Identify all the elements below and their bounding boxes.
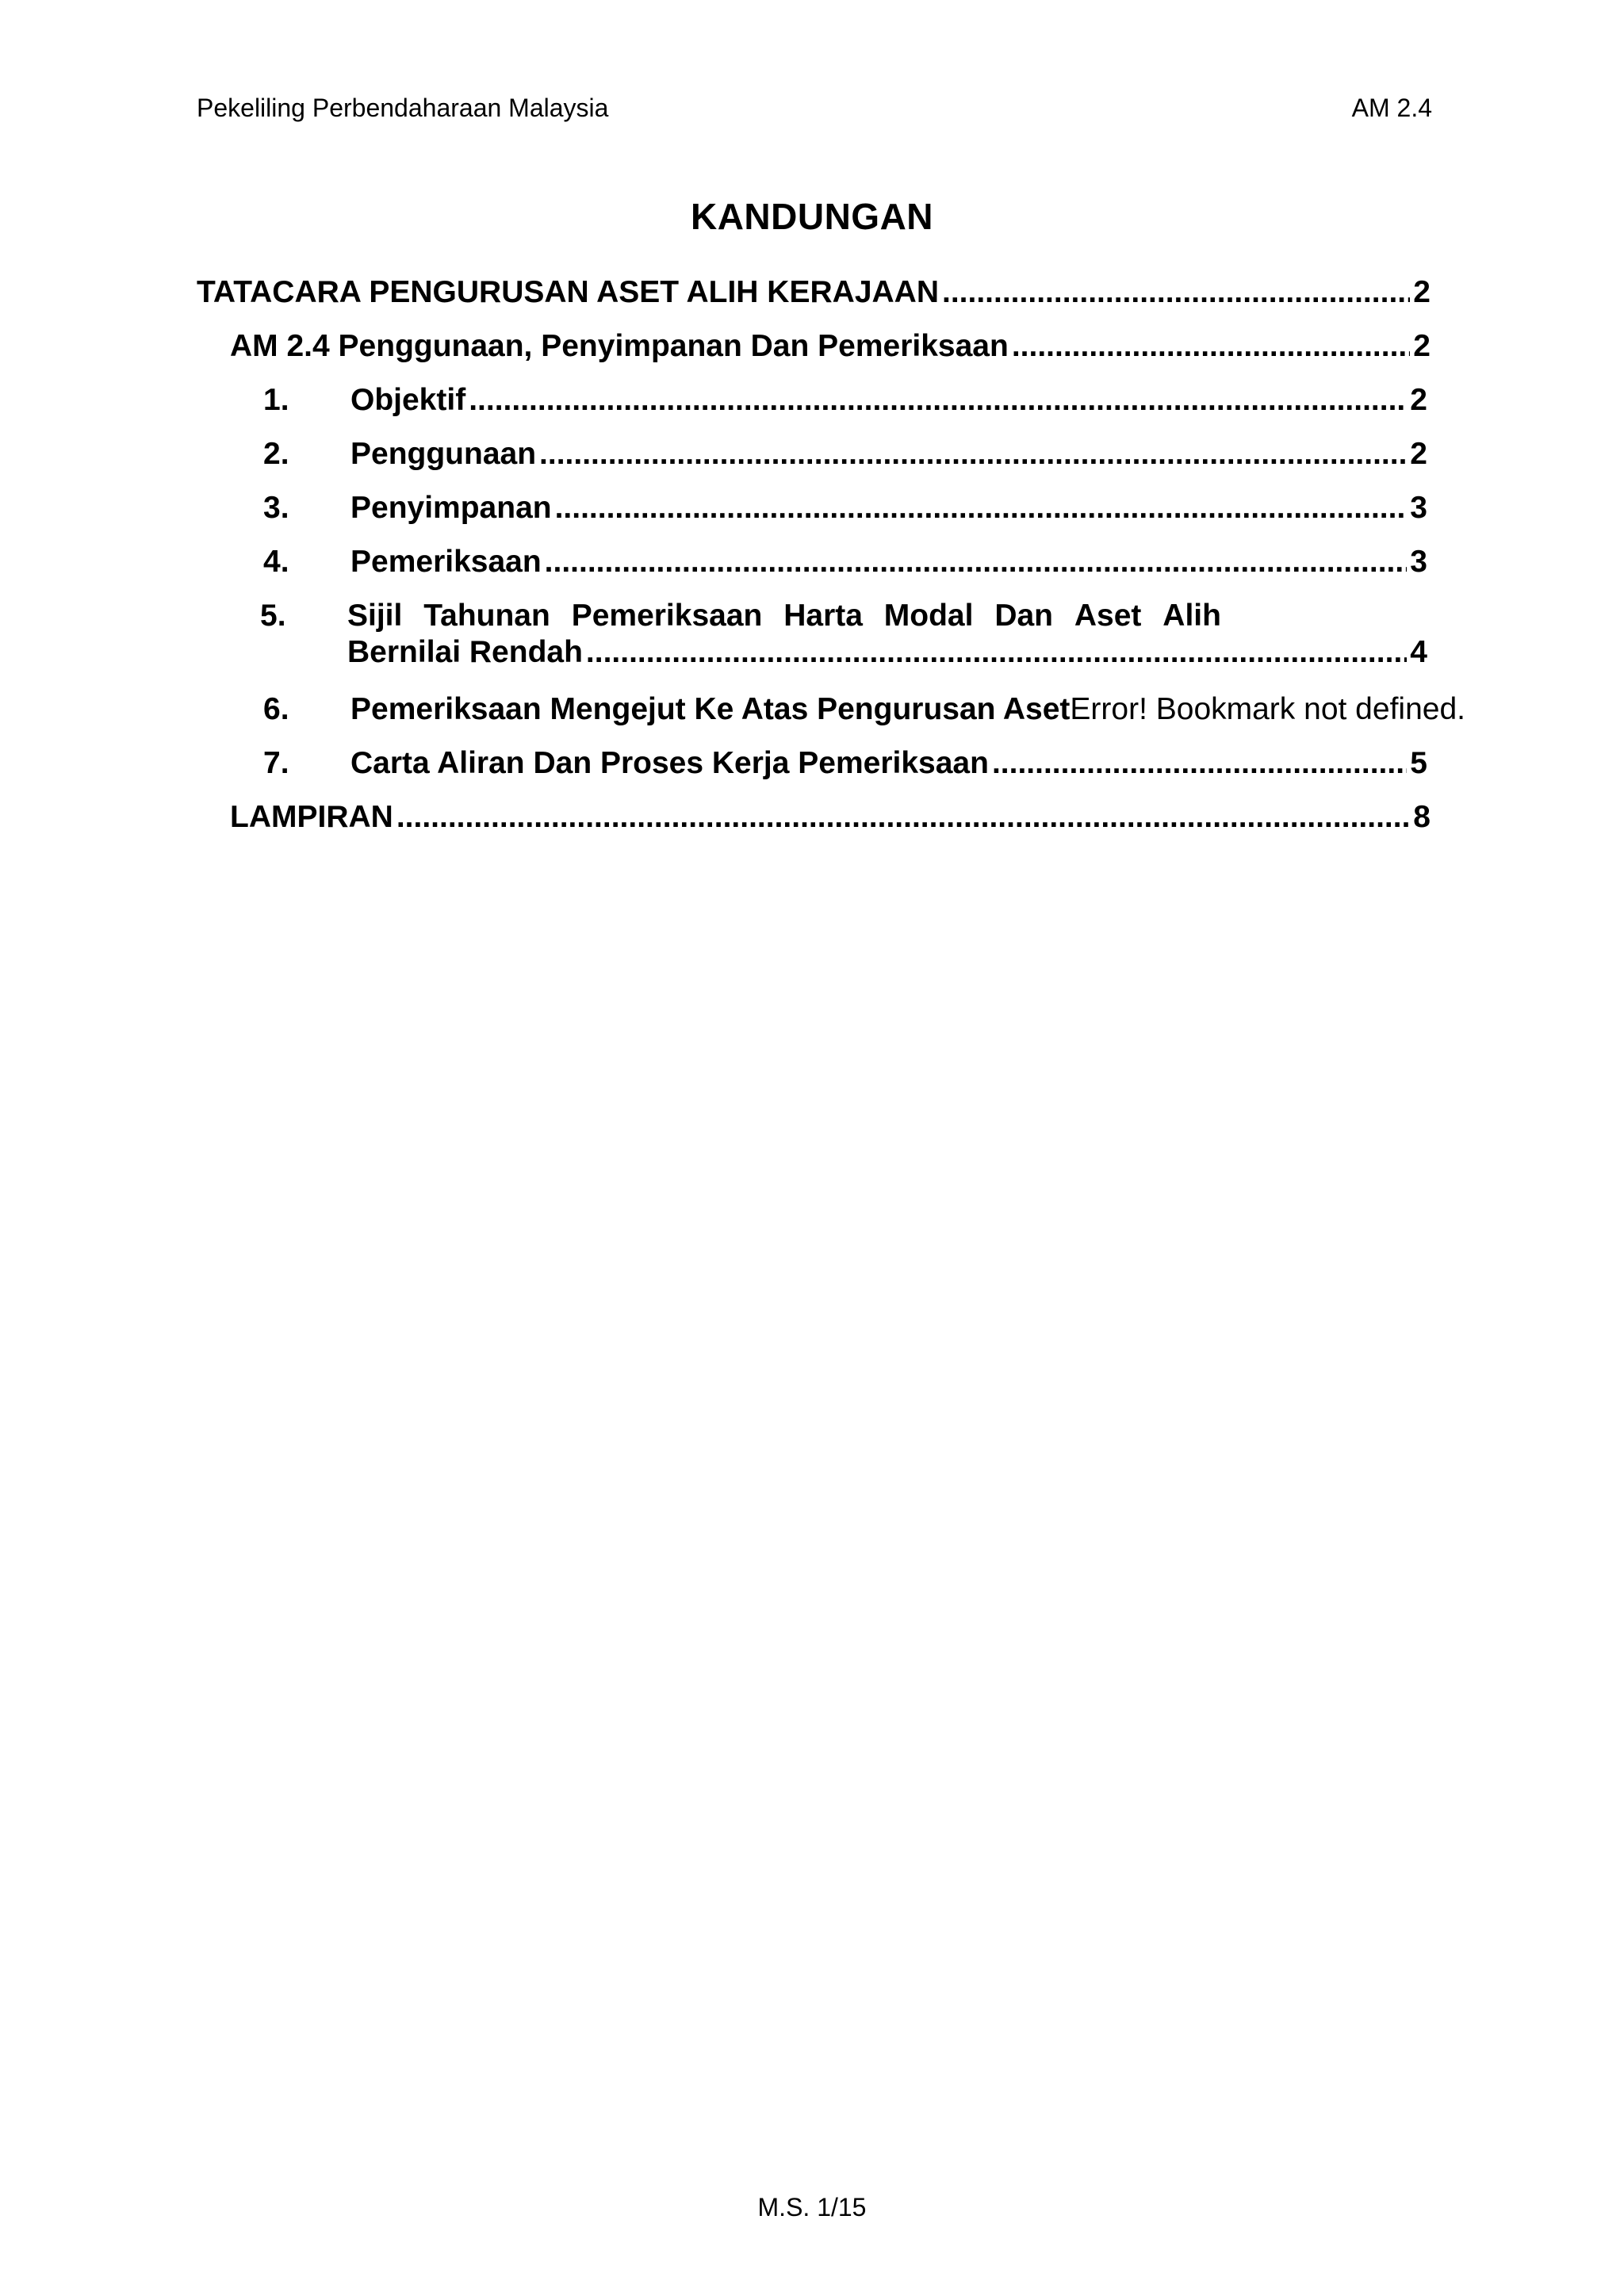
toc-leader-dots — [545, 544, 1408, 580]
toc-entry-page: 2 — [1413, 275, 1431, 309]
toc-leader-dots — [555, 490, 1408, 526]
toc-entry-page: 3 — [1410, 491, 1427, 525]
toc-word: Sijil — [347, 599, 403, 633]
toc-bookmark-error: Error! Bookmark not defined. — [1070, 692, 1465, 726]
toc-entry-label: Carta Aliran Dan Proses Kerja Pemeriksaan — [350, 746, 989, 780]
toc-entry-page: 4 — [1410, 635, 1427, 669]
toc-entry-label: TATACARA PENGURUSAN ASET ALIH KERAJAAN — [197, 275, 939, 309]
toc-entry-subsection[interactable] — [230, 328, 1431, 365]
page-footer — [0, 2193, 1624, 2222]
toc-entry-first-line — [260, 598, 1427, 634]
toc-entry-label: Penyimpanan — [350, 491, 552, 525]
toc-entry-item[interactable] — [263, 544, 1427, 580]
toc-entry-section[interactable] — [197, 274, 1431, 311]
toc-entry-label: AM 2.4 Penggunaan, Penyimpanan Dan Pemeriksaan — [230, 329, 1009, 363]
toc-entry-item-error[interactable] — [263, 691, 1564, 728]
page-number: M.S. 1/15 — [757, 2193, 867, 2221]
toc-entry-number: 7. — [263, 746, 289, 780]
toc-word: Pemeriksaan — [571, 599, 763, 633]
toc-leader-dots — [992, 745, 1407, 782]
toc-entry-number: 4. — [263, 545, 289, 579]
toc-entry-label-line1 — [347, 598, 1221, 634]
toc-entry-page: 8 — [1413, 800, 1431, 834]
toc-leader-dots — [539, 436, 1407, 473]
toc-entry-page: 2 — [1413, 329, 1431, 363]
toc-entry-second-line — [260, 634, 1427, 671]
toc-word: Tahunan — [423, 599, 550, 633]
toc-entry-label: Penggunaan — [350, 437, 537, 471]
toc-entry-number: 1. — [263, 383, 289, 417]
toc-word: Alih — [1162, 599, 1221, 633]
toc-entry-item[interactable] — [263, 382, 1427, 419]
toc-entry-item[interactable] — [263, 745, 1427, 782]
toc-entry-label: Pemeriksaan Mengejut Ke Atas Pengurusan Aset — [350, 692, 1071, 726]
toc-entry-page: 2 — [1410, 437, 1427, 471]
page-header — [197, 94, 1432, 123]
toc-entry-item[interactable] — [263, 436, 1427, 473]
toc-word: Harta — [783, 599, 863, 633]
toc-title: KANDUNGAN — [690, 196, 934, 237]
toc-word: Modal — [883, 599, 974, 633]
toc-leader-dots — [1012, 328, 1410, 365]
toc-entry-page: 5 — [1410, 746, 1427, 780]
toc-entry-number: 2. — [263, 437, 289, 471]
toc-entry-label: Objektif — [350, 383, 466, 417]
toc-entry-page: 3 — [1410, 545, 1427, 579]
toc-entry-label: Pemeriksaan — [350, 545, 542, 579]
toc-entry-number: 3. — [263, 491, 289, 525]
toc-word: Dan — [994, 599, 1054, 633]
toc-entry-number: 5. — [260, 599, 286, 633]
toc-entry-appendix[interactable] — [230, 799, 1431, 836]
toc-leader-dots — [586, 634, 1407, 671]
toc-entry-label-line2: Bernilai Rendah — [347, 635, 583, 669]
toc-entry-item[interactable] — [263, 490, 1427, 526]
toc-entry-number: 6. — [263, 692, 289, 726]
toc-word: Aset — [1074, 599, 1142, 633]
toc-entry-item-multiline[interactable] — [260, 598, 1427, 671]
toc-entry-page: 2 — [1410, 383, 1427, 417]
toc-leader-dots — [396, 799, 1410, 836]
header-left-title: Pekeliling Perbendaharaan Malaysia — [197, 94, 609, 122]
toc-leader-dots — [469, 382, 1407, 419]
header-right-code: AM 2.4 — [1351, 94, 1432, 122]
toc-leader-dots — [942, 274, 1410, 311]
toc-entry-label: LAMPIRAN — [230, 800, 393, 834]
